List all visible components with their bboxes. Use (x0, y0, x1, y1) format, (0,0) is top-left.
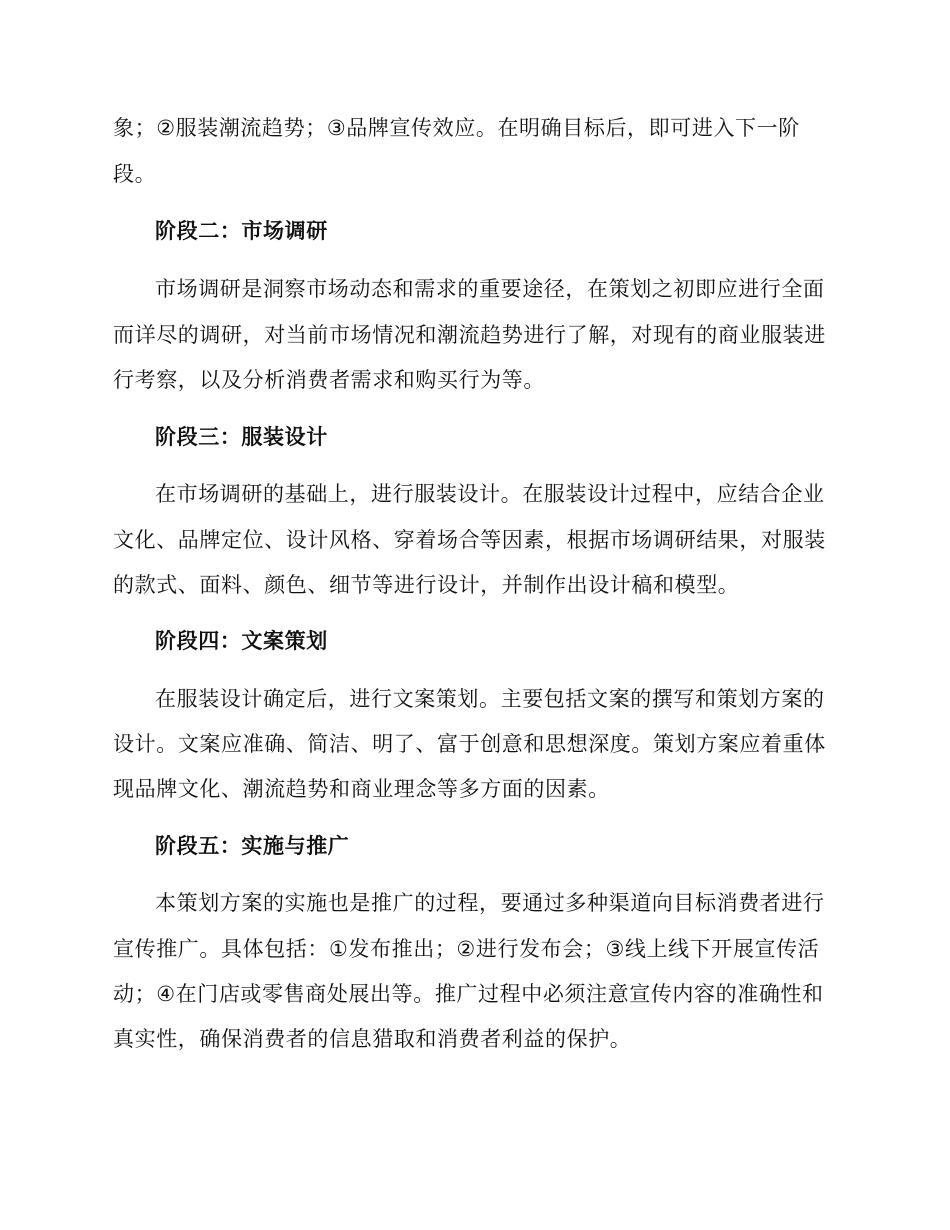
paragraph-line: 宣传推广。具体包括：①发布推出；②进行发布会；③线上线下开展宣传活 (113, 937, 820, 961)
section-heading-stage5: 阶段五：实施与推广 (155, 834, 350, 858)
section-heading-stage3: 阶段三：服装设计 (155, 425, 328, 449)
section-heading-stage4: 阶段四：文案策划 (155, 629, 328, 653)
paragraph-line: 在市场调研的基础上，进行服装设计。在服装设计过程中，应结合企业 (155, 482, 825, 506)
paragraph-line: 真实性，确保消费者的信息猎取和消费者利益的保护。 (113, 1027, 632, 1051)
paragraph-line: 文化、品牌定位、设计风格、穿着场合等因素，根据市场调研结果，对服装 (113, 528, 826, 552)
paragraph-line: 的款式、面料、颜色、细节等进行设计，并制作出设计稿和模型。 (113, 573, 740, 597)
paragraph-line: 而详尽的调研，对当前市场情况和潮流趋势进行了解，对现有的商业服装进 (113, 323, 826, 347)
paragraph-line: 动；④在门店或零售商处展出等。推广过程中必须注意宣传内容的准确性和 (113, 982, 824, 1006)
section-heading-stage2: 阶段二：市场调研 (155, 219, 328, 243)
paragraph-line: 段。 (113, 162, 157, 186)
paragraph-line: 行考察，以及分析消费者需求和购买行为等。 (113, 368, 545, 392)
paragraph-line: 设计。文案应准确、简洁、明了、富于创意和思想深度。策划方案应着重体 (113, 732, 826, 756)
paragraph-line: 现品牌文化、潮流趋势和商业理念等多方面的因素。 (113, 777, 610, 801)
paragraph-line: 在服装设计确定后，进行文案策划。主要包括文案的撰写和策划方案的 (155, 687, 825, 711)
paragraph-line: 象；②服装潮流趋势；③品牌宣传效应。在明确目标后，即可进入下一阶 (113, 116, 800, 140)
paragraph-line: 本策划方案的实施也是推广的过程，要通过多种渠道向目标消费者进行 (155, 891, 825, 915)
paragraph-line: 市场调研是洞察市场动态和需求的重要途径，在策划之初即应进行全面 (155, 277, 825, 301)
